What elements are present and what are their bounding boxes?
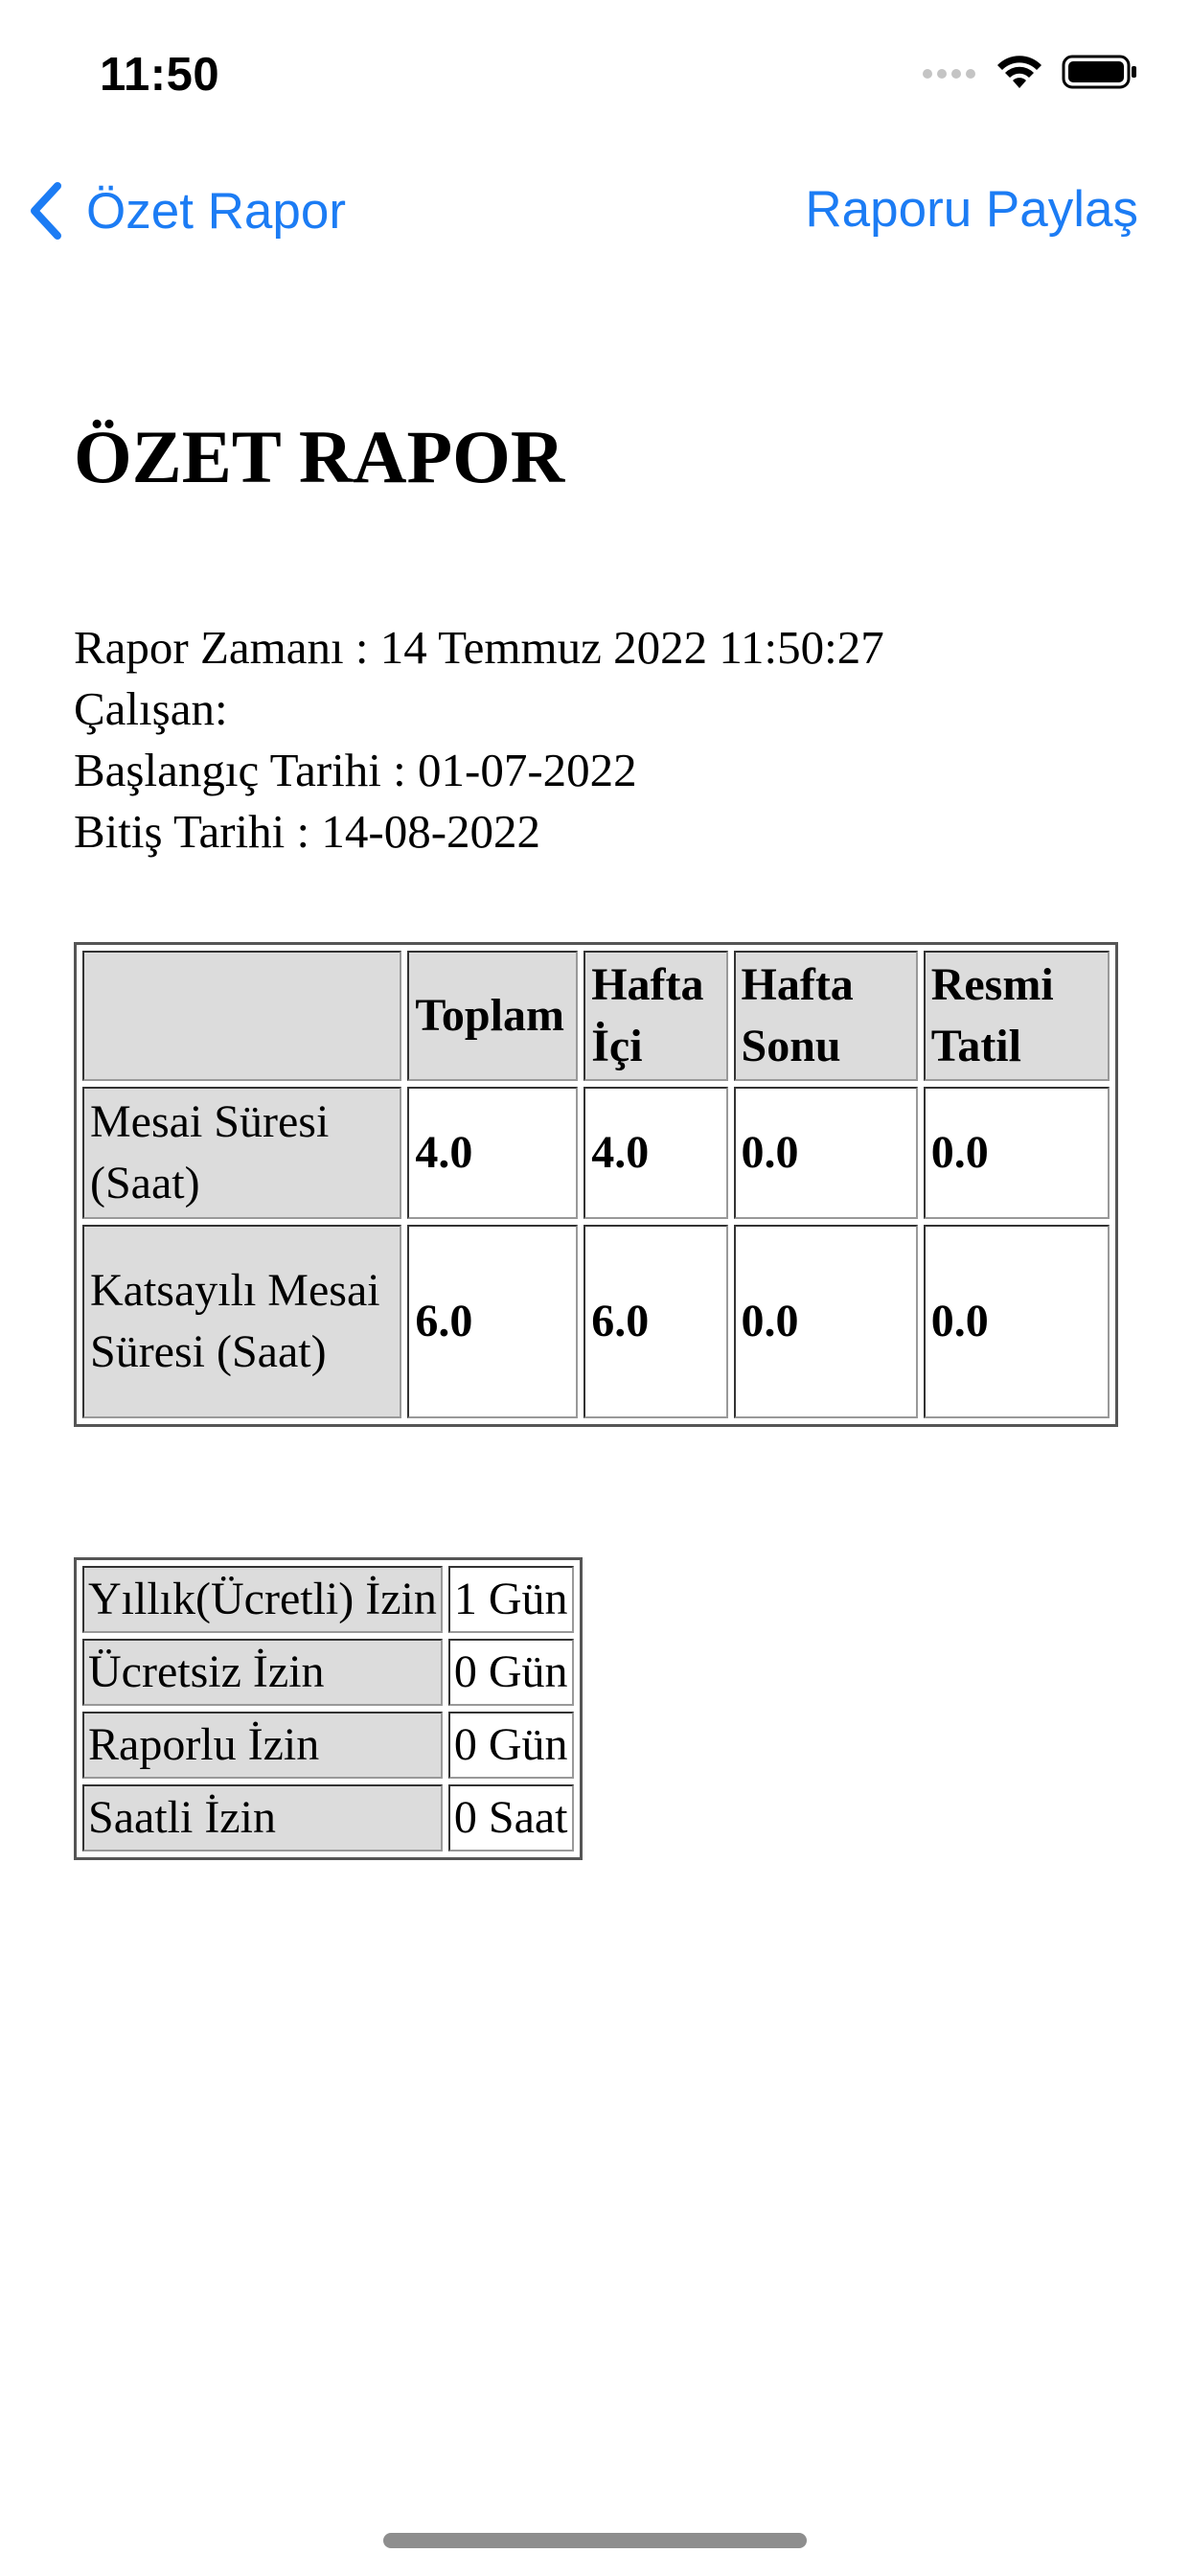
cell-total: 4.0 (407, 1087, 578, 1219)
leave-value: 0 Saat (448, 1784, 574, 1852)
report-info (74, 617, 1128, 862)
working-hours-table (74, 942, 1118, 1427)
home-indicator[interactable] (383, 2533, 807, 2548)
back-button[interactable] (27, 180, 346, 242)
row-label: Mesai Süresi (Saat) (82, 1087, 401, 1219)
battery-icon (1062, 54, 1138, 90)
row-label: Katsayılı Mesai Süresi (Saat) (82, 1225, 401, 1418)
report-time-line: Rapor Zamanı : 14 Temmuz 2022 11:50:27 (74, 620, 884, 674)
leave-label: Saatli İzin (82, 1784, 443, 1852)
table-row (82, 1784, 574, 1852)
header-holiday: Resmi Tatil (924, 951, 1110, 1081)
table-row (82, 1225, 1110, 1418)
table-row (82, 1712, 574, 1779)
chevron-left-icon (27, 180, 65, 242)
leave-label: Raporlu İzin (82, 1712, 443, 1779)
back-button-label: Özet Rapor (86, 182, 347, 240)
leave-value: 1 Gün (448, 1566, 574, 1633)
start-date-line: Başlangıç Tarihi : 01-07-2022 (74, 743, 637, 796)
report-document (74, 412, 1128, 862)
table-row (82, 1087, 1110, 1219)
cell-total: 6.0 (407, 1225, 578, 1418)
leave-table (74, 1557, 583, 1860)
cell-weekday: 6.0 (584, 1225, 727, 1418)
cell-weekend: 0.0 (734, 1225, 918, 1418)
end-date-line: Bitiş Tarihi : 14-08-2022 (74, 804, 541, 858)
table-header-row (82, 951, 1110, 1081)
status-bar (0, 0, 1190, 144)
leave-label: Ücretsiz İzin (82, 1639, 443, 1706)
cell-holiday: 0.0 (924, 1225, 1110, 1418)
status-icons (922, 54, 1138, 90)
wifi-icon (995, 54, 1044, 90)
leave-value: 0 Gün (448, 1639, 574, 1706)
cell-holiday: 0.0 (924, 1087, 1110, 1219)
leave-value: 0 Gün (448, 1712, 574, 1779)
report-title: ÖZET RAPOR (74, 415, 565, 498)
leave-label: Yıllık(Ücretli) İzin (82, 1566, 443, 1633)
signal-icon (922, 62, 977, 81)
share-report-button[interactable]: Raporu Paylaş (805, 181, 1138, 238)
table-row (82, 1639, 574, 1706)
table-row (82, 1566, 574, 1633)
employee-line: Çalışan: (74, 681, 228, 735)
cell-weekday: 4.0 (584, 1087, 727, 1219)
navigation-bar (0, 163, 1190, 259)
cell-weekend: 0.0 (734, 1087, 918, 1219)
header-weekend: Hafta Sonu (734, 951, 918, 1081)
header-weekday: Hafta İçi (584, 951, 727, 1081)
status-time: 11:50 (100, 49, 220, 101)
header-empty (82, 951, 401, 1081)
header-total: Toplam (407, 951, 578, 1081)
